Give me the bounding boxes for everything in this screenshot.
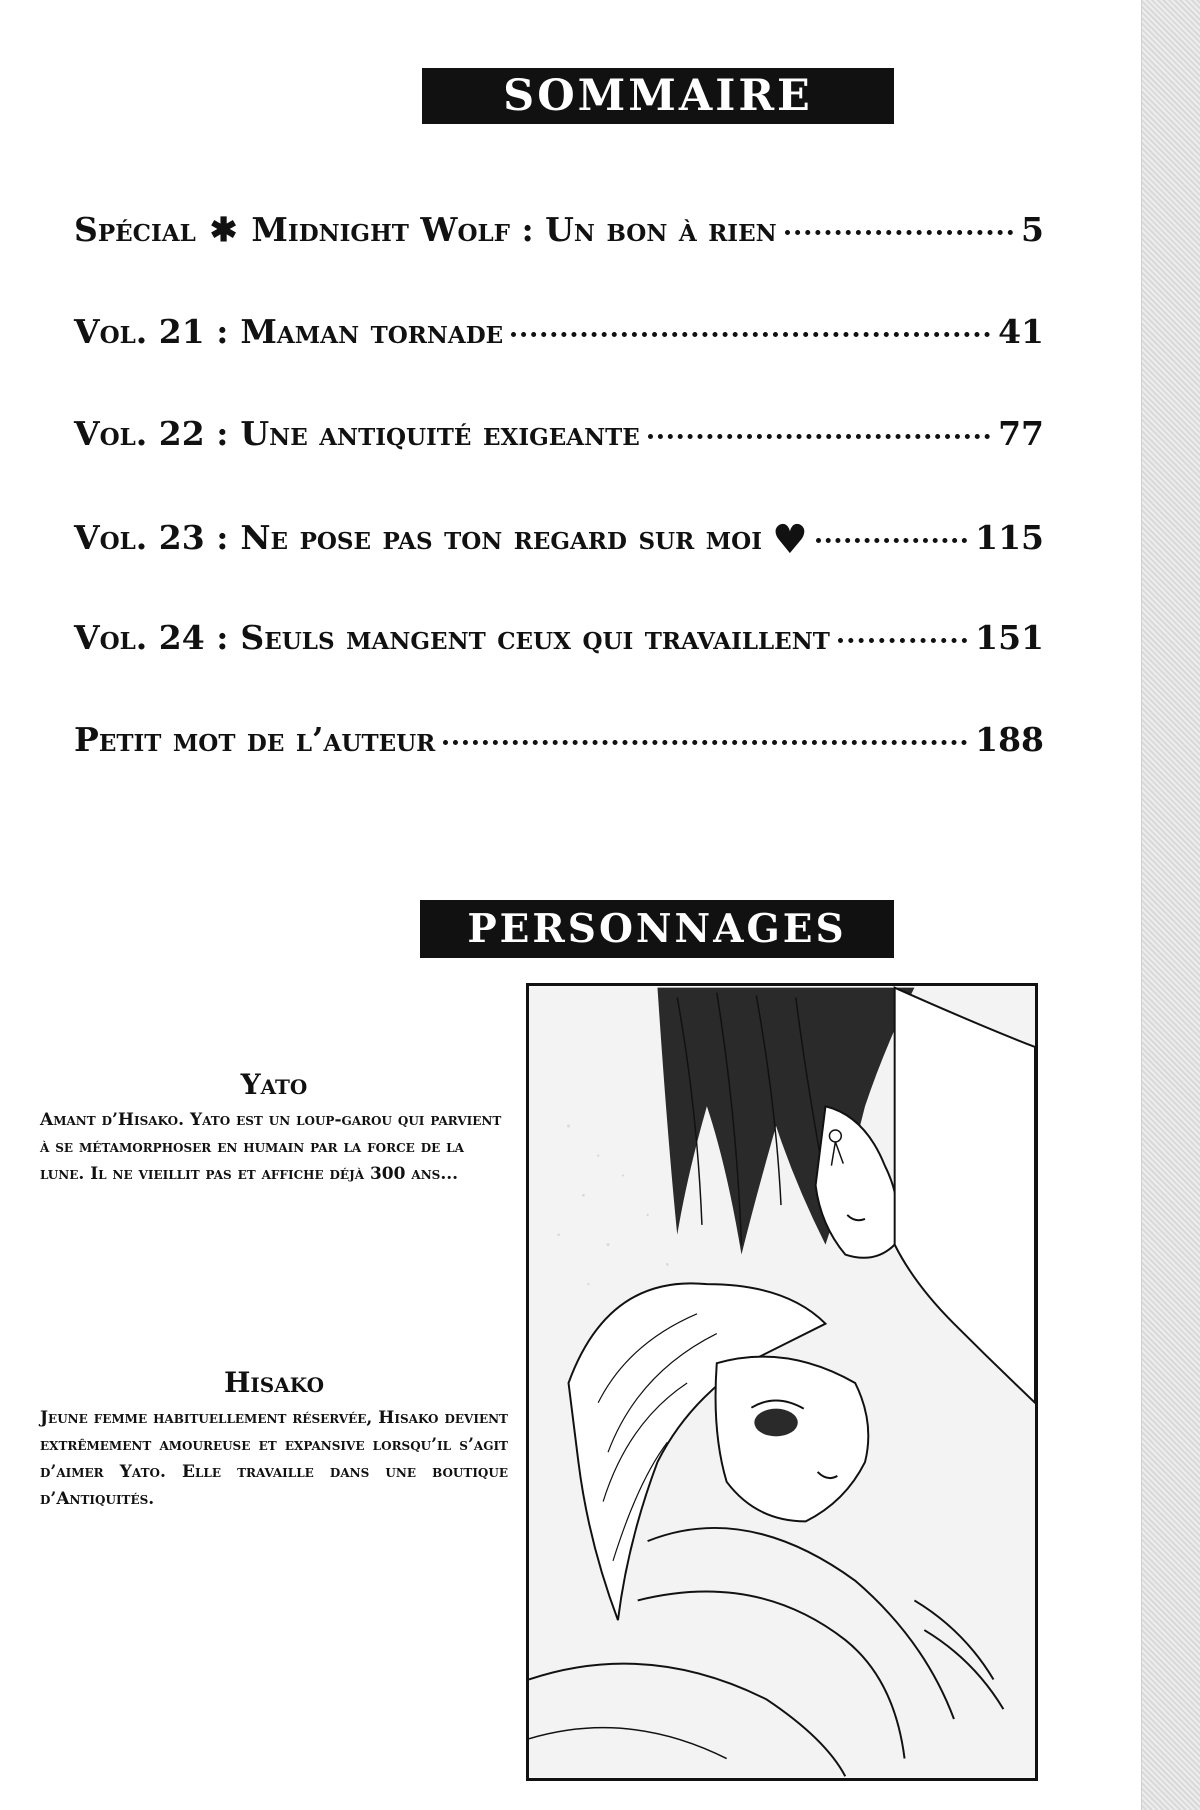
toc-label: Spécial	[74, 210, 196, 249]
toc-entry-vol-23[interactable]	[74, 516, 1044, 618]
toc-label: Vol. 23 :	[74, 518, 229, 557]
toc-entry-vol-22[interactable]	[74, 414, 1044, 516]
toc-page-number: 188	[975, 720, 1044, 759]
toc-entry-vol-21[interactable]	[74, 312, 1044, 414]
toc-title: Petit mot de l’auteur	[74, 720, 436, 759]
toc-page-number: 115	[975, 518, 1044, 557]
toc-entry-vol-24[interactable]	[74, 618, 1044, 720]
character-yato	[40, 1068, 508, 1188]
dot-leader	[443, 740, 967, 745]
dot-leader	[648, 434, 990, 439]
character-description: Jeune femme habituellement réservée, Hisako devient extrêmement amoureuse et expansive lorsqu’il s’agit d’aimer Yato. Elle travaille dans une boutique d’Antiquités.	[40, 1408, 508, 1509]
toc-label: Vol. 22 :	[74, 414, 229, 453]
page-edge-texture	[1141, 0, 1200, 1810]
toc-title: Midnight Wolf : Un bon à rien	[251, 210, 777, 249]
character-name: Hisako	[223, 1366, 325, 1399]
toc-entry-special[interactable]	[74, 210, 1044, 312]
manga-illustration-drawing	[529, 986, 1035, 1778]
couple-embrace-illustration	[526, 983, 1038, 1781]
heart-icon: ♥	[771, 516, 808, 563]
toc-title: Seuls mangent ceux qui travaillent	[240, 618, 830, 657]
dot-leader	[816, 538, 967, 543]
sommaire-heading: SOMMAIRE	[422, 68, 894, 124]
dot-leader	[838, 638, 967, 643]
dot-leader	[511, 332, 990, 337]
toc-title: Ne pose pas ton regard sur moi	[240, 518, 762, 557]
toc-page-number: 5	[1021, 210, 1044, 249]
toc-page-number: 151	[975, 618, 1044, 657]
toc-page-number: 41	[998, 312, 1044, 351]
dot-leader	[785, 230, 1013, 235]
character-hisako	[40, 1366, 508, 1513]
personnages-heading: PERSONNAGES	[420, 900, 894, 958]
toc-label: Vol. 24 :	[74, 618, 229, 657]
toc-title: Maman tornade	[240, 312, 504, 351]
character-description: Amant d’Hisako. Yato est un loup-garou qui parvient à se métamorphoser en humain par la force de la lune. Il ne vieillit pas et affiche déjà 300 ans...	[40, 1110, 502, 1184]
toc-entry-author-note[interactable]	[74, 720, 1044, 822]
toc-label: Vol. 21 :	[74, 312, 229, 351]
toc-title: Une antiquité exigeante	[240, 414, 640, 453]
toc-page-number: 77	[998, 414, 1044, 453]
asterisk-icon: ✱	[209, 210, 238, 249]
character-name: Yato	[240, 1068, 308, 1101]
table-of-contents	[74, 210, 1044, 822]
